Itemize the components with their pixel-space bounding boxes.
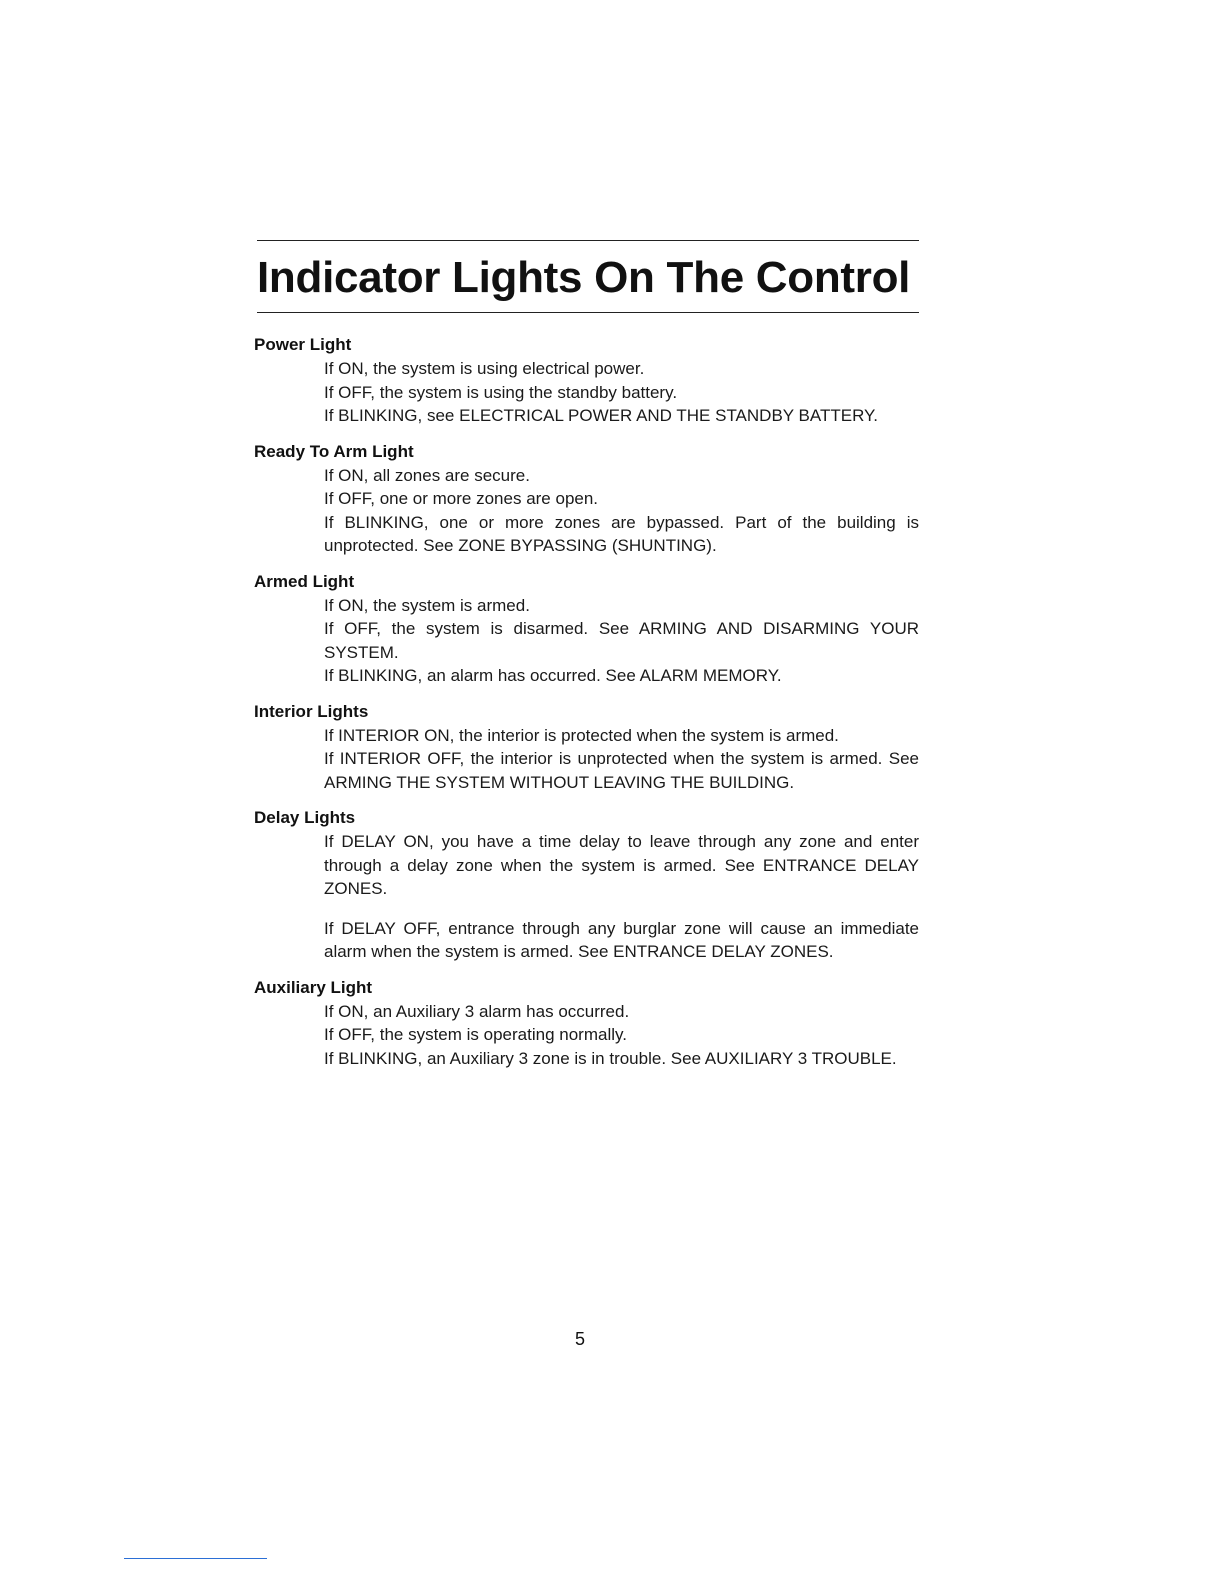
entry-text: If BLINKING, see ELECTRICAL POWER AND THE STANDBY BATTERY.	[324, 406, 878, 425]
section-entries	[324, 830, 919, 964]
section-delay-lights	[254, 806, 920, 964]
title-top-rule	[257, 240, 919, 241]
entry-text: If BLINKING, an alarm has occurred. See ALARM MEMORY.	[324, 666, 782, 685]
section-heading: Delay Lights	[254, 808, 356, 827]
document-body	[254, 333, 920, 1082]
entry-text: If DELAY OFF, entrance through any burglar zone will cause an immediate alarm when the system is armed. See ENTRANCE DELAY ZONES.	[324, 918, 919, 961]
entry-text: If ON, the system is armed.	[324, 595, 530, 615]
section-entries	[324, 464, 919, 558]
title-bottom-rule	[257, 312, 919, 313]
section-heading: Armed Light	[254, 571, 355, 591]
section-power-light	[254, 333, 920, 428]
entry-text: If ON, all zones are secure.	[324, 465, 530, 485]
entry-text: If DELAY ON, you have a time delay to leave through any zone and enter through a delay zone when the system is armed. See ENTRANCE DELAY ZONES.	[324, 832, 919, 898]
section-entries	[324, 1000, 919, 1071]
entry-text: If BLINKING, an Auxiliary 3 zone is in trouble. See AUXILIARY 3 TROUBLE.	[324, 1048, 897, 1068]
entry-text: If OFF, the system is operating normally.	[324, 1025, 627, 1044]
section-heading: Auxiliary Light	[254, 977, 373, 997]
section-heading: Interior Lights	[254, 701, 369, 721]
section-interior-lights	[254, 700, 920, 795]
section-heading: Ready To Arm Light	[254, 441, 414, 461]
section-armed-light	[254, 570, 920, 688]
section-entries	[324, 357, 919, 428]
section-heading: Power Light	[254, 335, 352, 354]
section-entries	[324, 594, 919, 688]
section-entries	[324, 724, 919, 795]
entry-text: If INTERIOR ON, the interior is protected when the system is armed.	[324, 725, 839, 745]
page-title: Indicator Lights On The Control	[257, 253, 911, 302]
entry-text: If BLINKING, one or more zones are bypassed. Part of the building is unprotected. See ZONE BYPASSING (SHUNTING).	[324, 512, 919, 555]
entry-text: If OFF, the system is using the standby battery.	[324, 382, 678, 402]
entry-text: If ON, an Auxiliary 3 alarm has occurred.	[324, 1001, 630, 1021]
section-ready-to-arm-light	[254, 440, 920, 558]
entry-text: If INTERIOR OFF, the interior is unprotected when the system is armed. See ARMING THE SYSTEM WITHOUT LEAVING THE BUILDING.	[324, 749, 919, 792]
page-number: 5	[574, 1329, 585, 1349]
footer-rule	[124, 1558, 267, 1559]
section-auxiliary-light	[254, 976, 920, 1071]
entry-text: If ON, the system is using electrical power.	[324, 359, 645, 378]
entry-text: If OFF, one or more zones are open.	[324, 489, 599, 508]
entry-text: If OFF, the system is disarmed. See ARMING AND DISARMING YOUR SYSTEM.	[324, 619, 919, 662]
